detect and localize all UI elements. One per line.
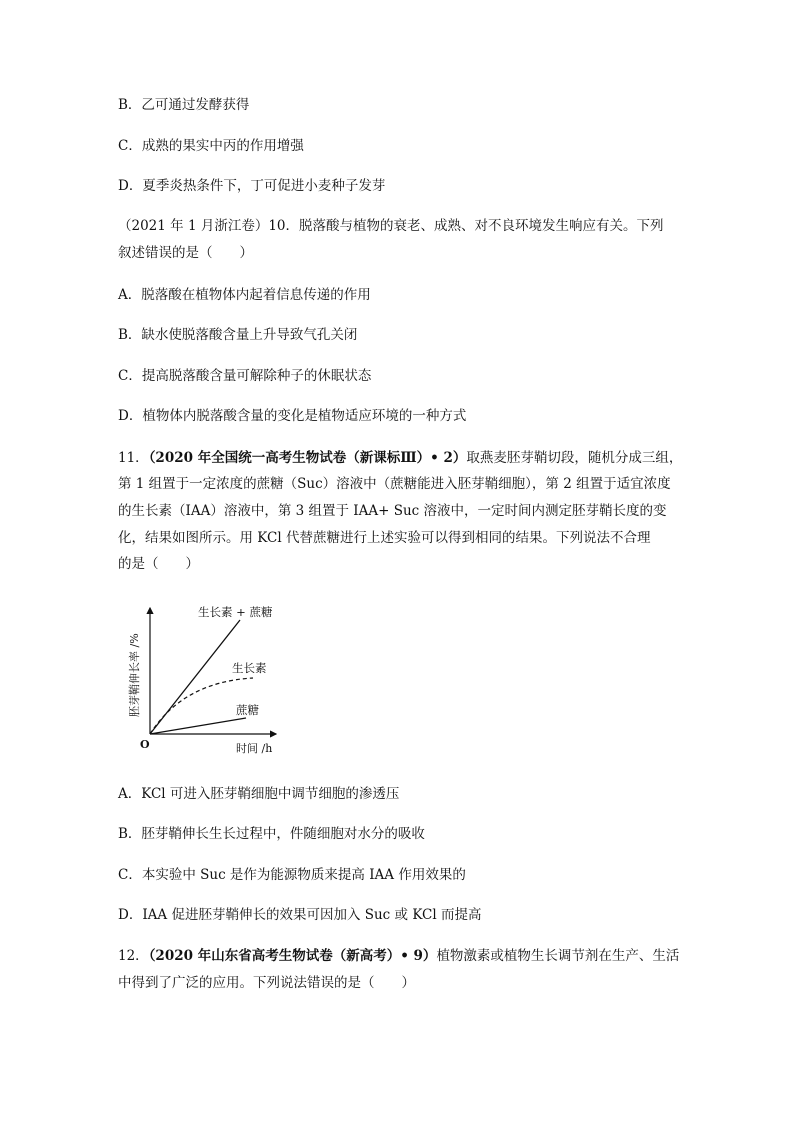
series-label-iaa-suc: 生长素 + 蔗糖 [198,605,273,619]
question-11-line-2: 第 1 组置于一定浓度的蔗糖（Suc）溶液中（蔗糖能进入胚芽鞘细胞），第 2 组置于适宜浓度 [118,476,671,492]
question-12-source: （2020 年山东省高考生物试卷（新高考）• 9） [148,948,437,964]
option-b-q10: B．缺水使脱落酸含量上升导致气孔关闭 [118,327,358,343]
origin-label: O [140,738,150,751]
question-10-stem-cont: 叙述错误的是（ ） [118,245,253,261]
option-a-q11: A．KCl 可进入胚芽鞘细胞中调节细胞的渗透压 [118,786,400,802]
question-11-line-4: 化，结果如图所示。用 KCl 代替蔗糖进行上述实验可以得到相同的结果。下列说法不合理 [118,530,651,546]
option-c-q9: C．成熟的果实中丙的作用增强 [118,138,304,154]
option-b-q9: B．乙可通过发酵获得 [118,97,250,113]
question-11-line-3: 的生长素（IAA）溶液中，第 3 组置于 IAA+ Suc 溶液中，一定时间内测定胚芽鞘长度的变 [118,503,667,519]
option-c-q10: C．提高脱落酸含量可解除种子的休眠状态 [118,368,372,384]
question-12-text: 植物激素或植物生长调节剂在生产、生活 [436,948,680,964]
option-c-q11: C．本实验中 Suc 是作为能源物质来提高 IAA 作用效果的 [118,867,466,883]
question-10-stem: （2021 年 1 月浙江卷）10．脱落酸与植物的衰老、成熟、对不良环境发生响应有关。下列 [118,218,664,234]
option-b-q11: B．胚芽鞘伸长生长过程中，件随细胞对水分的吸收 [118,826,425,842]
option-d-q11: D．IAA 促进胚芽鞘伸长的效果可因加入 Suc 或 KCl 而提高 [118,907,482,923]
question-12-number: 12． [118,948,149,964]
x-axis-label: 时间 /h [236,742,273,755]
series-line-suc [150,718,246,734]
option-a-q10: A．脱落酸在植物体内起着信息传递的作用 [118,287,371,303]
series-label-iaa: 生长素 [232,661,267,675]
question-11-line-5: 的是（ ） [118,556,199,572]
question-12-stem [118,947,679,965]
option-d-q9: D．夏季炎热条件下，丁可促进小麦种子发芽 [118,178,386,194]
series-label-suc: 蔗糖 [236,703,259,717]
question-12-line-2: 中得到了广泛的应用。下列说法错误的是（ ） [118,975,415,991]
question-11-source: （2020 年全国统一高考生物试卷（新课标Ⅲ）• 2） [148,450,467,466]
question-11-text: 取燕麦胚芽鞘切段，随机分成三组， [466,450,683,466]
option-d-q10: D．植物体内脱落酸含量的变化是植物适应环境的一种方式 [118,408,467,424]
question-11-number: 11． [118,450,149,466]
y-axis-label: 胚芽鞘伸长率 /% [128,633,141,717]
question-11-stem [118,449,682,467]
growth-chart [118,602,298,757]
